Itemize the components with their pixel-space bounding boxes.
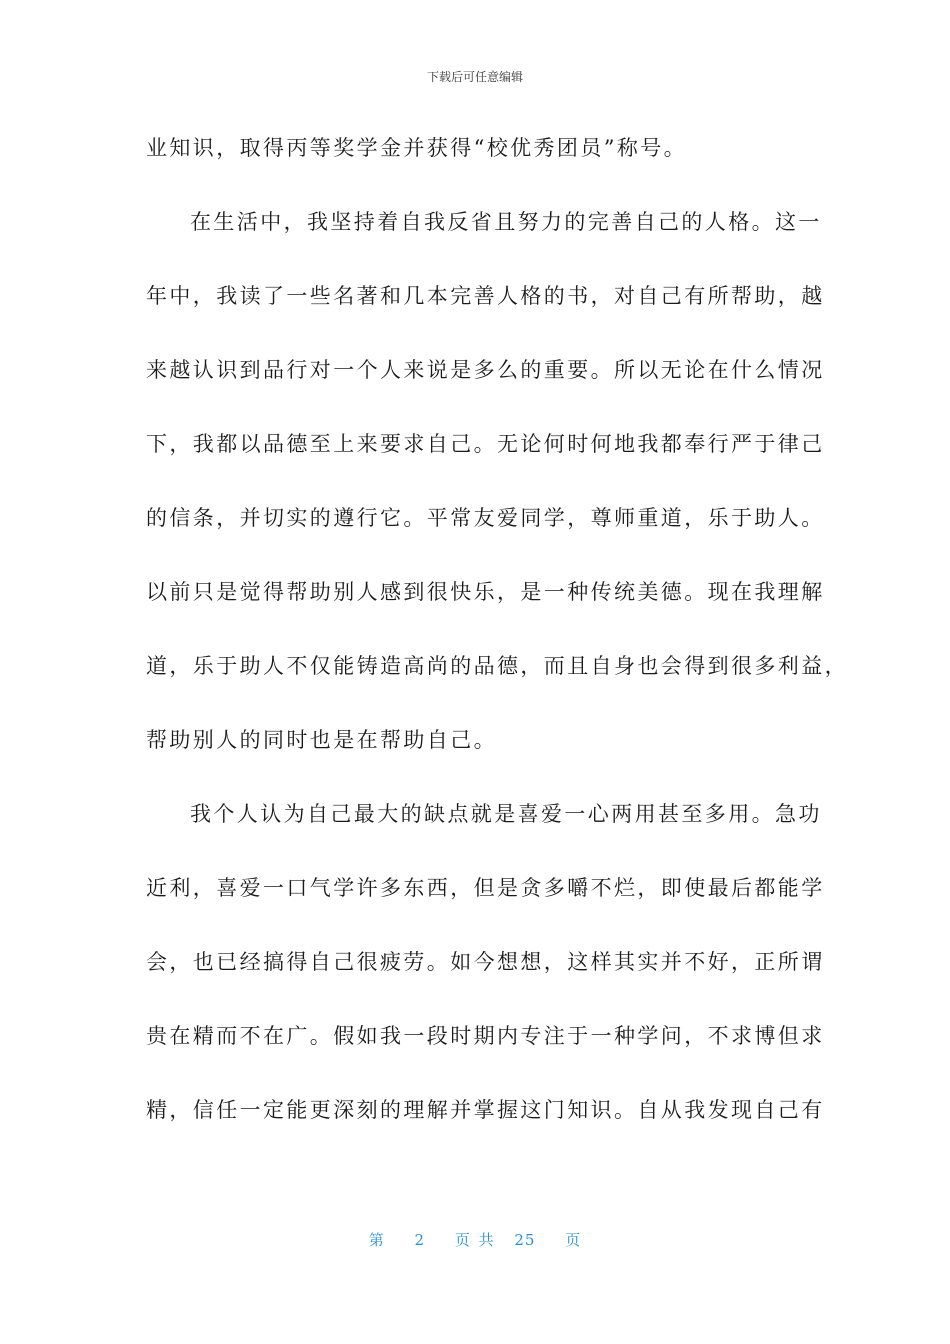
footer-middle: 页 共 [454, 1231, 495, 1249]
body-line-3: 年中，我读了一些名著和几本完善人格的书，对自己有所帮助，越 [146, 284, 825, 308]
header-note: 下载后可任意编辑 [426, 70, 523, 84]
body-line-10: 我个人认为自己最大的缺点就是喜爱一心两用甚至多用。急功 [190, 802, 822, 826]
body-line-1: 业知识，取得丙等奖学金并获得“校优秀团员”称号。 [146, 136, 688, 160]
body-line-12: 会，也已经搞得自己很疲劳。如今想想，这样其实并不好，正所谓 [146, 950, 825, 974]
body-line-7: 以前只是觉得帮助别人感到很快乐，是一种传统美德。现在我理解 [146, 580, 825, 604]
page-footer [0, 1229, 950, 1250]
body-line-5: 下，我都以品德至上来要求自己。无论何时何地我都奉行严于律己 [146, 432, 825, 456]
footer-prefix: 第 [368, 1231, 385, 1249]
footer-suffix: 页 [565, 1231, 582, 1249]
body-line-13: 贵在精而不在广。假如我一段时期内专注于一种学问，不求博但求 [146, 1024, 825, 1048]
body-line-11: 近利，喜爱一口气学许多东西，但是贪多嚼不烂，即使最后都能学 [146, 876, 825, 900]
footer-total-pages: 25 [514, 1231, 536, 1249]
body-line-9: 帮助别人的同时也是在帮助自己。 [146, 728, 497, 752]
body-line-2: 在生活中，我坚持着自我反省且努力的完善自己的人格。这一 [190, 210, 822, 234]
document-body [146, 128, 848, 1164]
footer-current-page: 2 [414, 1231, 426, 1249]
body-line-14: 精，信任一定能更深刻的理解并掌握这门知识。自从我发现自己有 [146, 1098, 825, 1122]
body-line-6: 的信条，并切实的遵行它。平常友爱同学，尊师重道，乐于助人。 [146, 506, 825, 530]
body-line-8: 道，乐于助人不仅能铸造高尚的品德，而且自身也会得到很多利益， [146, 654, 848, 678]
body-line-4: 来越认识到品行对一个人来说是多么的重要。所以无论在什么情况 [146, 358, 825, 382]
